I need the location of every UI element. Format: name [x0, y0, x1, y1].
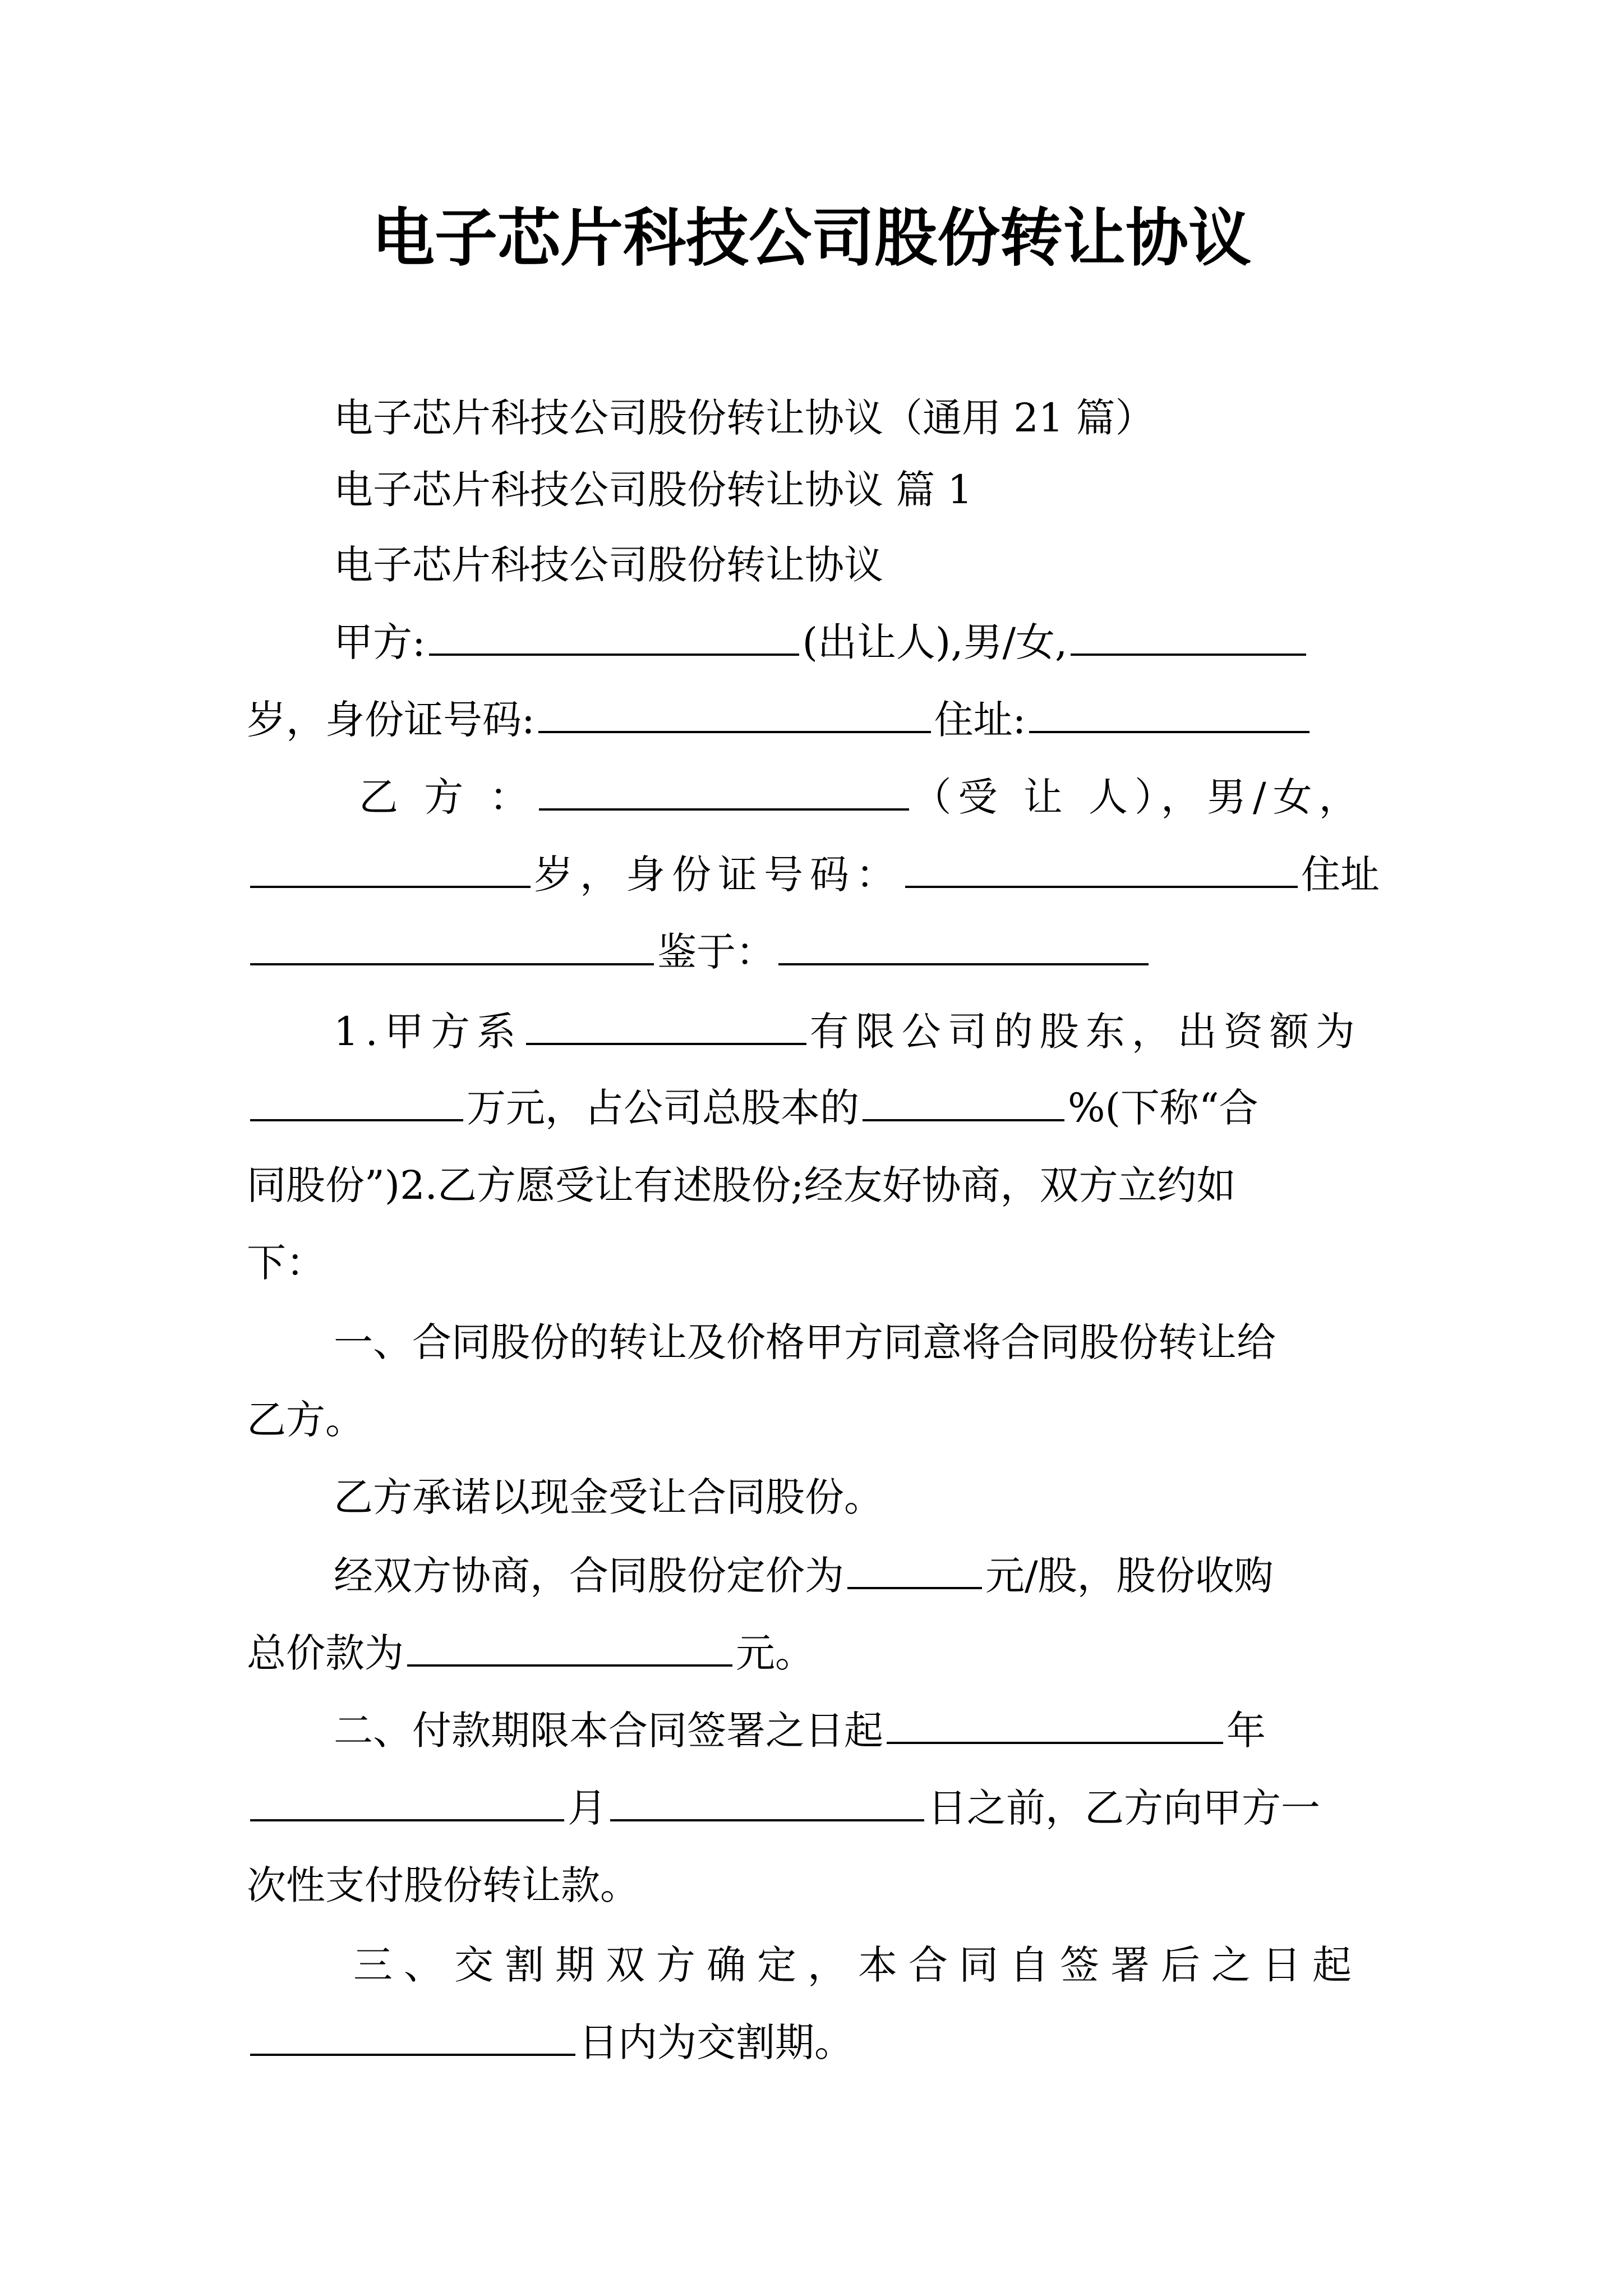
total-price-label: 总价款为	[247, 1630, 404, 1676]
recital-2-end: 下：	[247, 1240, 325, 1286]
section-2-end: 次性支付股份转让款。	[247, 1862, 639, 1908]
party-b-age-blank	[250, 884, 531, 888]
recital-1-capital: 万元，占公司总股本的	[467, 1085, 859, 1131]
recital-1-mid: 有限公司的股东，出资额为	[809, 1009, 1362, 1055]
section-3-period-line	[247, 2017, 1387, 2068]
year-label: 年	[1227, 1708, 1266, 1754]
party-a-address-blank	[1029, 729, 1310, 733]
recital-1-percent: %(下称“合	[1068, 1085, 1258, 1131]
party-a-id-blank	[538, 729, 931, 733]
agreement-heading: 电子芯片科技公司股份转让协议	[334, 542, 883, 588]
party-a-line	[247, 617, 1387, 668]
party-b-name-blank	[539, 806, 909, 811]
section-1-end: 乙方。	[247, 1397, 365, 1443]
capital-amount-blank	[250, 1117, 463, 1121]
section-3-text: 三、交割期双方确定，本合同自签署后之日起	[353, 1942, 1363, 1988]
company-name-blank	[526, 1041, 806, 1045]
month-label: 月	[568, 1785, 607, 1831]
payment-month-blank	[250, 1817, 564, 1821]
party-b-address-blank	[250, 961, 654, 965]
party-b-id-label: 岁，身份证号码：	[534, 852, 902, 898]
section-2-date-line	[247, 1783, 1387, 1833]
price-unit: 元/股，股份收购	[985, 1553, 1274, 1599]
party-a-id-label: 岁，身份证号码:	[247, 697, 535, 743]
section-2-deadline: 日之前，乙方向甲方一	[928, 1785, 1320, 1831]
section-2-start: 二、付款期限本合同签署之日起	[334, 1708, 883, 1754]
party-b-id-blank	[905, 884, 1298, 888]
section-1-total-line	[247, 1628, 1387, 1678]
recital-1-amount-line	[247, 1083, 1387, 1133]
section-2-line	[247, 1705, 1387, 1756]
section-3-end: 日内为交割期。	[579, 2019, 854, 2065]
section-heading: 电子芯片科技公司股份转让协议 篇 1	[334, 467, 973, 513]
party-a-id-line	[247, 694, 1387, 745]
section-1-price-line	[247, 1550, 1387, 1601]
party-b-label: 乙 方 ：	[359, 774, 536, 820]
whereas-line	[247, 927, 1387, 977]
section-3-line	[247, 1940, 1387, 1990]
subtitle-line: 电子芯片科技公司股份转让协议（通用 21 篇）	[334, 395, 1155, 441]
party-a-address-label: 住址:	[934, 697, 1026, 743]
document-title: 电子芯片科技公司股份转让协议	[372, 201, 1251, 275]
section-1-line: 一、合同股份的转让及价格甲方同意将合同股份转让给	[334, 1319, 1276, 1365]
party-b-address-label: 住址	[1301, 852, 1380, 898]
party-a-label: 甲方:	[334, 619, 426, 665]
payment-day-blank	[610, 1817, 924, 1821]
whereas-blank	[778, 961, 1149, 965]
share-percent-blank	[863, 1117, 1064, 1121]
recital-1-line	[247, 1006, 1387, 1057]
price-per-share-blank	[847, 1585, 982, 1589]
recital-2-line: 同股份”)2.乙方愿受让有述股份;经友好协商，双方立约如	[247, 1162, 1236, 1208]
section-1-payment-method: 乙方承诺以现金受让合同股份。	[334, 1474, 883, 1520]
payment-year-blank	[887, 1740, 1223, 1744]
party-a-role: (出让人),男/女,	[802, 619, 1068, 665]
recital-1-start: 1.甲方系	[334, 1009, 523, 1055]
party-b-role: （受 让 人），男/女，	[912, 774, 1365, 820]
party-a-age-blank	[1071, 651, 1306, 656]
total-price-blank	[407, 1662, 732, 1667]
whereas-label: 鉴于：	[657, 929, 775, 975]
delivery-days-blank	[250, 2051, 575, 2056]
price-label: 经双方协商，合同股份定价为	[334, 1553, 844, 1599]
party-a-name-blank	[429, 651, 799, 656]
total-price-unit: 元。	[736, 1630, 814, 1676]
party-b-id-line	[247, 849, 1387, 900]
party-b-line	[247, 772, 1387, 822]
